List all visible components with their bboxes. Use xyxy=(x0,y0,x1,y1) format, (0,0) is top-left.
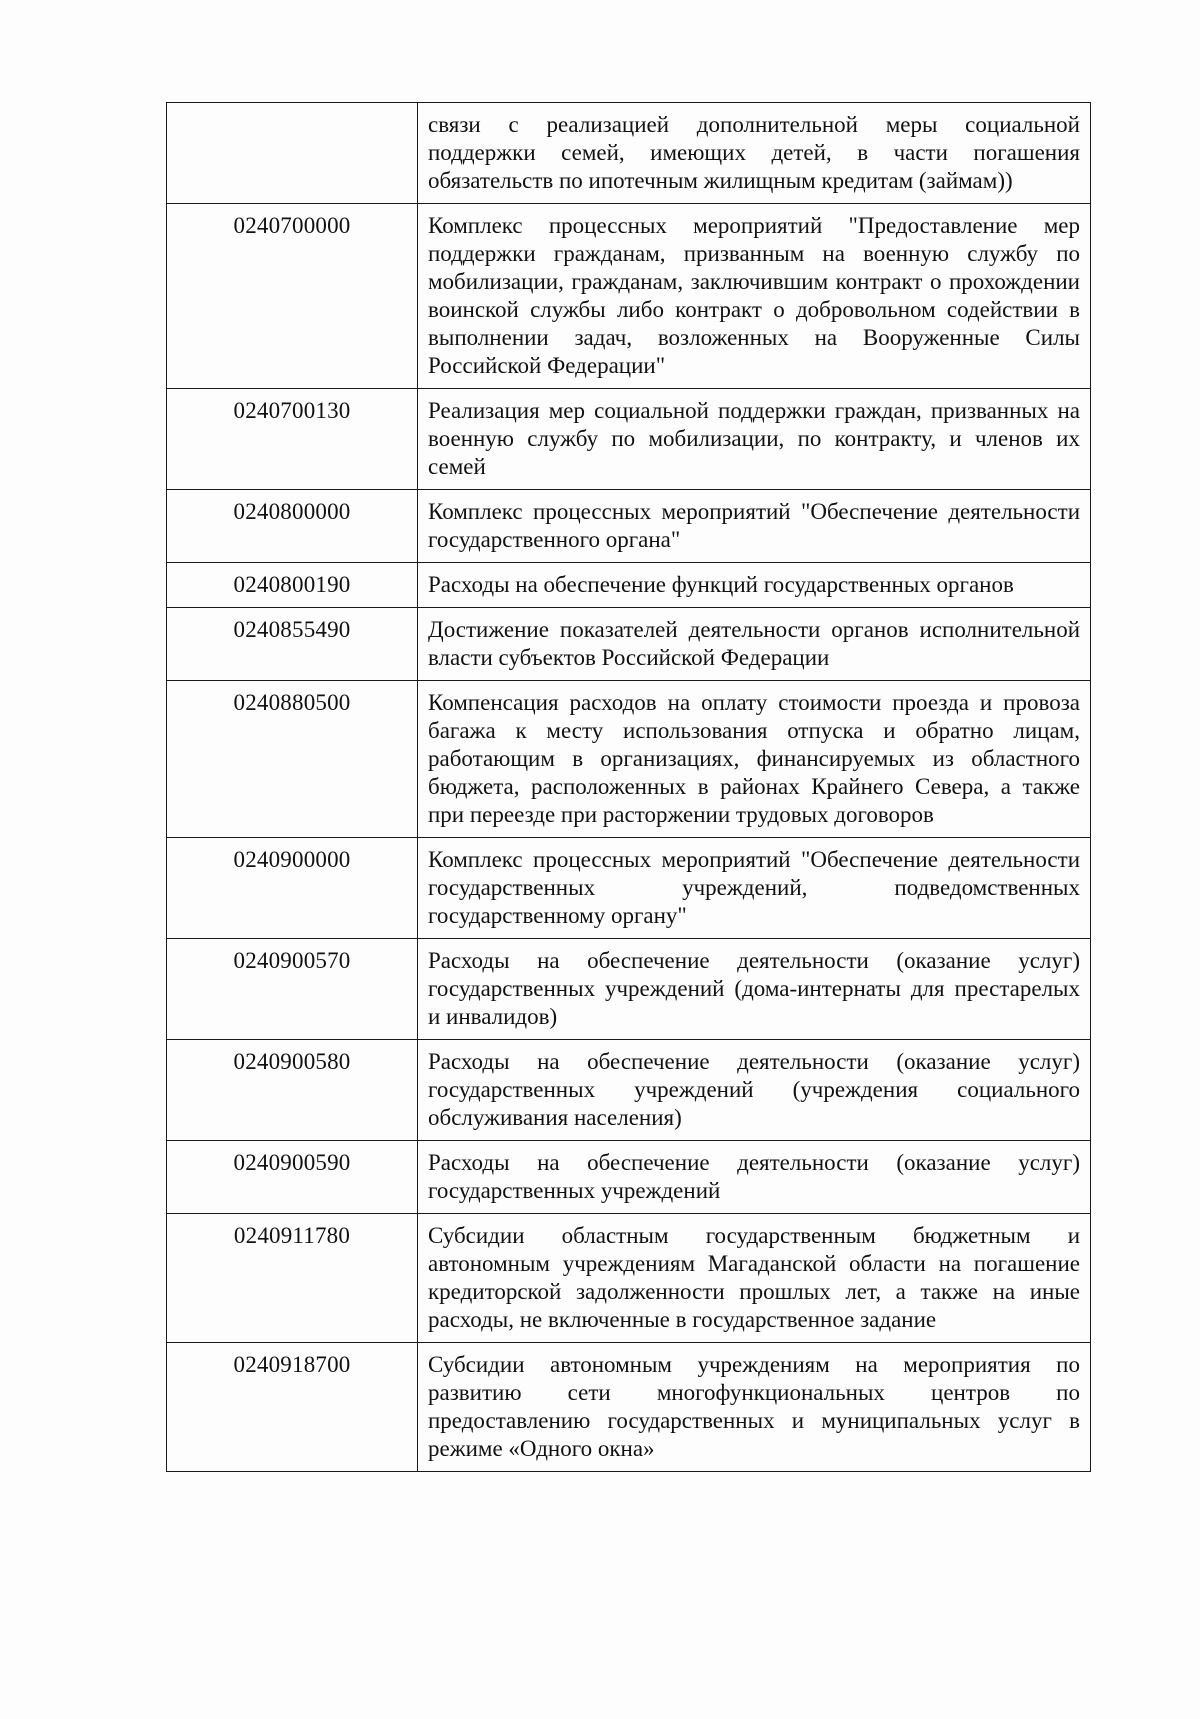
row-code: 0240900000 xyxy=(167,838,418,939)
row-code: 0240800190 xyxy=(167,563,418,608)
row-description: Достижение показателей деятельности органов исполнительной власти субъектов Российской Федерации xyxy=(418,608,1091,681)
row-description: Субсидии областным государственным бюджетным и автономным учреждениям Магаданской области на погашение кредиторской задолженности прошлых лет, а также на иные расходы, не включенные в государственное задание xyxy=(418,1214,1091,1343)
row-code: 0240800000 xyxy=(167,490,418,563)
table-row xyxy=(167,1214,1091,1343)
row-code: 0240880500 xyxy=(167,681,418,838)
row-code: 0240911780 xyxy=(167,1214,418,1343)
row-description: Комплекс процессных мероприятий "Обеспечение деятельности государственного органа" xyxy=(418,490,1091,563)
row-code: 0240700000 xyxy=(167,204,418,389)
row-description: Расходы на обеспечение деятельности (оказание услуг) государственных учреждений xyxy=(418,1141,1091,1214)
table-row xyxy=(167,389,1091,490)
row-description: Компенсация расходов на оплату стоимости проезда и провоза багажа к месту использования отпуска и обратно лицам, работающим в организациях, финансируемых из областного бюджета, расположенных в районах Крайнего Севера, а также при переезде при расторжении трудовых договоров xyxy=(418,681,1091,838)
table-row xyxy=(167,608,1091,681)
row-description: Субсидии автономным учреждениям на мероприятия по развитию сети многофункциональных центров по предоставлению государственных и муниципальных услуг в режиме «Одного окна» xyxy=(418,1343,1091,1472)
row-description: Расходы на обеспечение деятельности (оказание услуг) государственных учреждений (учреждения социального обслуживания населения) xyxy=(418,1040,1091,1141)
table-row xyxy=(167,490,1091,563)
row-description: Комплекс процессных мероприятий "Обеспечение деятельности государственных учреждений, подведомственных государственному органу" xyxy=(418,838,1091,939)
table-row xyxy=(167,1343,1091,1472)
row-description: связи с реализацией дополнительной меры социальной поддержки семей, имеющих детей, в части погашения обязательств по ипотечным жилищным кредитам (займам)) xyxy=(418,103,1091,204)
table-row xyxy=(167,103,1091,204)
table-row xyxy=(167,939,1091,1040)
table-row xyxy=(167,204,1091,389)
row-code xyxy=(167,103,418,204)
row-description: Расходы на обеспечение деятельности (оказание услуг) государственных учреждений (дома-интернаты для престарелых и инвалидов) xyxy=(418,939,1091,1040)
table-row xyxy=(167,838,1091,939)
row-code: 0240900570 xyxy=(167,939,418,1040)
table-row xyxy=(167,1040,1091,1141)
table-row xyxy=(167,563,1091,608)
budget-classification-table xyxy=(166,102,1091,1472)
table-row xyxy=(167,1141,1091,1214)
row-description: Расходы на обеспечение функций государственных органов xyxy=(418,563,1091,608)
row-description: Комплекс процессных мероприятий "Предоставление мер поддержки гражданам, призванным на военную службу по мобилизации, гражданам, заключившим контракт о прохождении воинской службы либо контракт о добровольном содействии в выполнении задач, возложенных на Вооруженные Силы Российской Федерации" xyxy=(418,204,1091,389)
row-code: 0240855490 xyxy=(167,608,418,681)
table-row xyxy=(167,681,1091,838)
row-code: 0240900590 xyxy=(167,1141,418,1214)
row-code: 0240918700 xyxy=(167,1343,418,1472)
row-code: 0240900580 xyxy=(167,1040,418,1141)
row-code: 0240700130 xyxy=(167,389,418,490)
row-description: Реализация мер социальной поддержки граждан, призванных на военную службу по мобилизации, по контракту, и членов их семей xyxy=(418,389,1091,490)
